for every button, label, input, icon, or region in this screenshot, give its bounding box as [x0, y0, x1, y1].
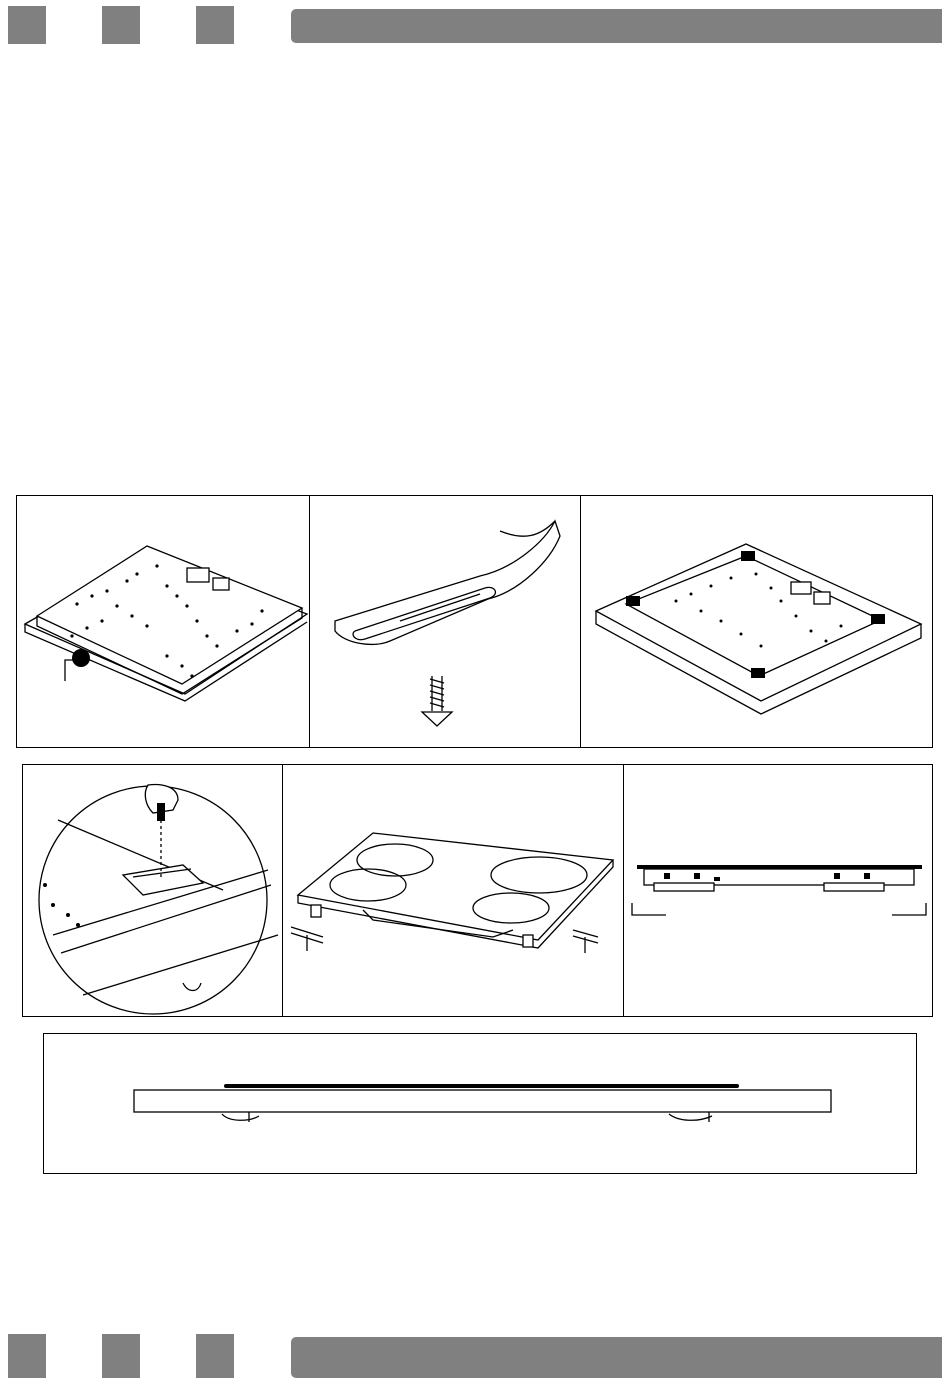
hob-side-view-icon — [624, 765, 933, 1017]
header-square-2 — [102, 6, 140, 44]
footer-square-3 — [196, 1334, 234, 1378]
hob-underside-icon — [17, 496, 310, 748]
worktop-section-icon — [44, 1034, 917, 1174]
figure-hob-side-view — [623, 764, 933, 1017]
figure-hob-top-view — [282, 764, 624, 1017]
bracket-screw-icon — [310, 496, 581, 748]
figure-hob-on-worktop — [580, 495, 933, 748]
footer-square-2 — [102, 1334, 140, 1378]
figure-hob-underside — [16, 495, 310, 748]
figure-worktop-section — [43, 1033, 917, 1174]
hob-top-view-icon — [283, 765, 624, 1017]
footer-bar — [291, 1337, 942, 1378]
header-band — [0, 6, 950, 50]
header-bar — [291, 9, 942, 43]
header-square-1 — [8, 6, 46, 44]
footer-band — [0, 1334, 950, 1378]
footer-square-1 — [8, 1334, 46, 1378]
figure-fixing-bracket — [309, 495, 581, 748]
header-square-3 — [196, 6, 234, 44]
figure-screwing-detail — [22, 764, 283, 1017]
screwdriver-detail-icon — [23, 765, 283, 1017]
hob-worktop-icon — [581, 496, 933, 748]
